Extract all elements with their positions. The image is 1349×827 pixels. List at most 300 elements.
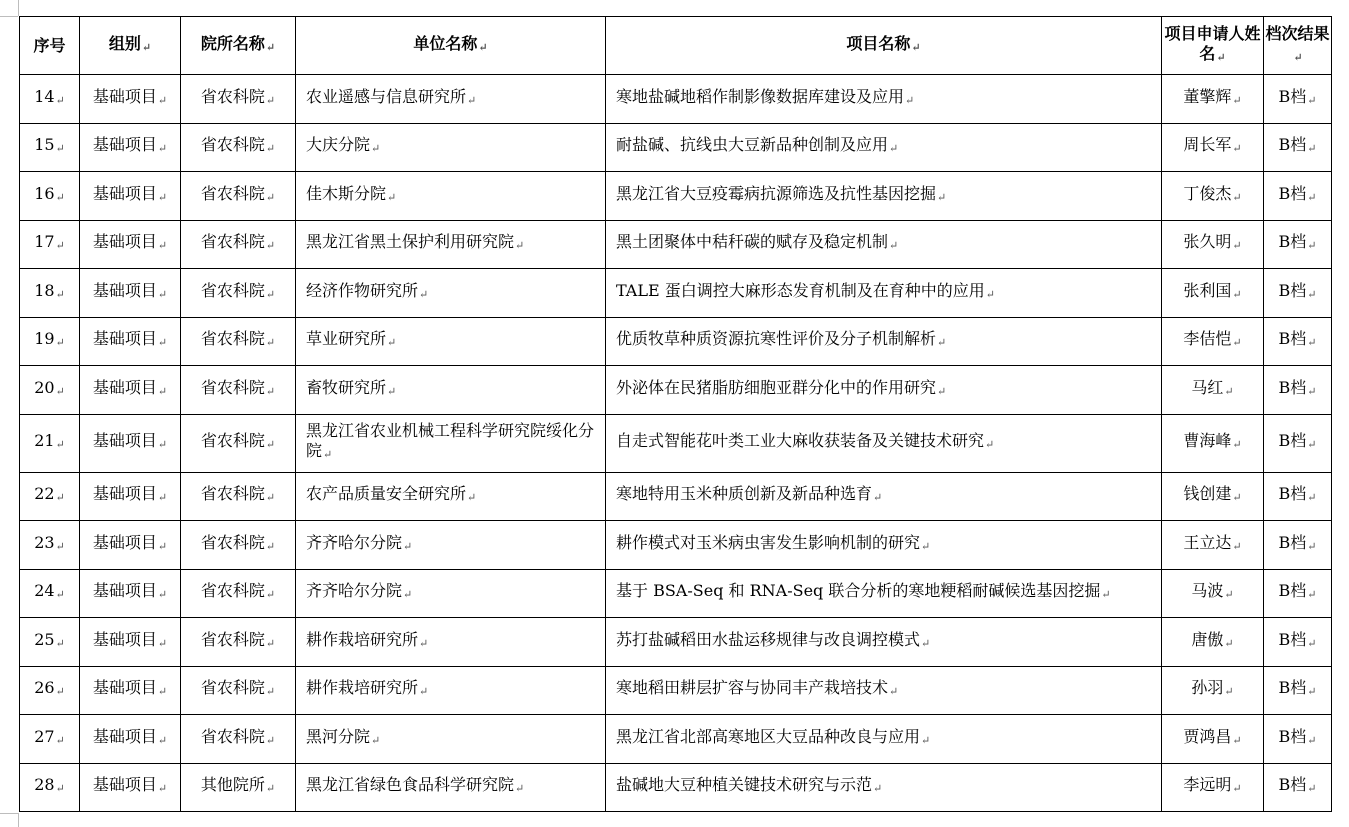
paragraph-mark: ↵ (265, 588, 276, 602)
paragraph-mark: ↵ (157, 142, 168, 156)
paragraph-mark: ↵ (1232, 93, 1242, 107)
cell-institute-text: 省农科院 (200, 377, 265, 397)
paragraph-mark: ↵ (157, 782, 168, 796)
cell-grade (1264, 75, 1332, 124)
cell-applicant (1162, 269, 1264, 318)
cell-grade (1264, 123, 1332, 172)
cell-grade-text: B档 (1278, 581, 1307, 601)
paragraph-mark: ↵ (55, 336, 65, 350)
paragraph-mark: ↵ (387, 336, 397, 350)
cell-project-text: 耐盐碱、抗线虫大豆新品种创制及应用 (616, 135, 889, 155)
cell-project-text: 黑龙江省北部高寒地区大豆品种改良与应用 (616, 726, 921, 746)
cell-grade-text: B档 (1278, 329, 1307, 349)
paragraph-mark: ↵ (157, 384, 168, 398)
cell-seq-text: 23 (34, 532, 55, 552)
cell-institute-text: 省农科院 (200, 629, 265, 649)
cell-seq-text: 27 (34, 726, 55, 746)
cell-unit-text: 耕作栽培研究所 (306, 678, 419, 698)
cell-group (80, 763, 181, 812)
cell-seq-text: 19 (34, 329, 55, 349)
paragraph-mark: ↵ (55, 733, 65, 747)
cell-grade (1264, 569, 1332, 618)
cell-applicant (1162, 618, 1264, 667)
cell-grade-text: B档 (1278, 775, 1307, 795)
cell-institute (181, 414, 296, 472)
cell-group-text: 基础项目 (92, 280, 157, 300)
cell-project (606, 715, 1162, 764)
cell-seq-text: 17 (34, 232, 55, 252)
paragraph-mark: ↵ (55, 384, 65, 398)
table-row (20, 220, 1332, 269)
paragraph-mark: ↵ (1224, 588, 1234, 602)
paragraph-mark: ↵ (265, 636, 276, 650)
cell-project (606, 521, 1162, 570)
paragraph-mark: ↵ (889, 239, 899, 253)
cell-institute (181, 366, 296, 415)
cell-grade-text: B档 (1278, 86, 1307, 106)
table-row (20, 317, 1332, 366)
cell-institute (181, 763, 296, 812)
cell-unit-text: 农产品质量安全研究所 (306, 484, 467, 504)
cell-unit (296, 715, 606, 764)
cell-grade (1264, 715, 1332, 764)
cell-group-text: 基础项目 (92, 232, 157, 252)
cell-group-text: 基础项目 (92, 629, 157, 649)
cell-unit-text: 齐齐哈尔分院 (306, 581, 403, 601)
cell-grade (1264, 220, 1332, 269)
cell-project-text: 苏打盐碱稻田水盐运移规律与改良调控模式 (616, 629, 921, 649)
paragraph-mark: ↵ (403, 539, 413, 553)
cell-institute (181, 220, 296, 269)
cell-applicant-text: 曹海峰 (1183, 431, 1232, 450)
paragraph-mark: ↵ (265, 685, 276, 699)
paragraph-mark: ↵ (419, 636, 429, 650)
cell-project (606, 75, 1162, 124)
cell-seq-text: 16 (34, 183, 55, 203)
cell-seq (20, 317, 80, 366)
cell-project (606, 569, 1162, 618)
cell-grade-text: B档 (1278, 135, 1307, 155)
table-header-row (20, 17, 1332, 75)
paragraph-mark: ↵ (1307, 239, 1317, 253)
cell-project-text: 盐碱地大豆种植关键技术研究与示范 (616, 775, 873, 795)
cell-institute-text: 省农科院 (200, 431, 265, 450)
cell-seq-text: 18 (34, 280, 55, 300)
cell-unit-text: 草业研究所 (306, 329, 387, 349)
paragraph-mark: ↵ (1232, 539, 1242, 553)
cell-seq (20, 521, 80, 570)
cell-applicant-text: 马红 (1191, 377, 1224, 397)
paragraph-mark: ↵ (371, 733, 381, 747)
paragraph-mark: ↵ (55, 239, 65, 253)
cell-institute-text: 省农科院 (200, 86, 265, 106)
cell-applicant-text: 王立达 (1183, 532, 1232, 552)
cell-project-text: 耕作模式对玉米病虫害发生影响机制的研究 (616, 532, 921, 552)
cell-project-text: 自走式智能花叶类工业大麻收获装备及关键技术研究 (616, 431, 985, 450)
paragraph-mark: ↵ (387, 384, 397, 398)
paragraph-mark: ↵ (515, 239, 525, 253)
cell-institute (181, 172, 296, 221)
cell-seq (20, 715, 80, 764)
paragraph-mark: ↵ (1307, 539, 1317, 553)
cell-unit-text: 齐齐哈尔分院 (306, 532, 403, 552)
paragraph-mark: ↵ (985, 287, 995, 301)
cell-applicant-text: 孙羽 (1191, 678, 1224, 698)
cell-applicant-text: 李远明 (1183, 775, 1232, 795)
cell-seq (20, 414, 80, 472)
paragraph-mark: ↵ (265, 287, 276, 301)
paragraph-mark: ↵ (55, 438, 65, 451)
cell-seq (20, 75, 80, 124)
cell-seq (20, 666, 80, 715)
table-row (20, 366, 1332, 415)
cell-institute-text: 省农科院 (200, 183, 265, 203)
cell-applicant (1162, 521, 1264, 570)
cell-group (80, 123, 181, 172)
cell-project-text: 寒地特用玉米种质创新及新品种选育 (616, 484, 873, 504)
cell-unit (296, 269, 606, 318)
table-row (20, 75, 1332, 124)
cell-group (80, 269, 181, 318)
paragraph-mark: ↵ (55, 539, 65, 553)
paragraph-mark: ↵ (985, 438, 995, 451)
paragraph-mark: ↵ (387, 190, 397, 204)
cell-applicant (1162, 763, 1264, 812)
paragraph-mark: ↵ (55, 190, 65, 204)
cell-grade (1264, 366, 1332, 415)
cell-applicant-text: 贾鸿昌 (1183, 726, 1232, 746)
cell-unit-text: 黑河分院 (306, 726, 371, 746)
paragraph-mark: ↵ (1232, 491, 1242, 505)
paragraph-mark: ↵ (265, 336, 276, 350)
cell-grade (1264, 618, 1332, 667)
results-table (19, 16, 1332, 812)
paragraph-mark: ↵ (265, 239, 276, 253)
cell-institute (181, 317, 296, 366)
paragraph-mark: ↵ (1232, 190, 1242, 204)
cell-group (80, 521, 181, 570)
paragraph-mark: ↵ (157, 287, 168, 301)
cell-group-text: 基础项目 (92, 775, 157, 795)
cell-institute (181, 569, 296, 618)
cell-seq (20, 269, 80, 318)
cell-project-text: 外泌体在民猪脂肪细胞亚群分化中的作用研究 (616, 377, 937, 397)
paragraph-mark: ↵ (419, 287, 429, 301)
cell-project-text: 优质牧草种质资源抗寒性评价及分子机制解析 (616, 329, 937, 349)
paragraph-mark: ↵ (937, 384, 947, 398)
cell-unit-text: 大庆分院 (306, 135, 371, 155)
paragraph-mark: ↵ (265, 93, 276, 107)
cell-project (606, 220, 1162, 269)
cell-institute-text: 省农科院 (200, 726, 265, 746)
cell-grade-text: B档 (1278, 377, 1307, 397)
cell-seq-text: 15 (34, 135, 55, 155)
table-row (20, 715, 1332, 764)
cell-project (606, 763, 1162, 812)
table-row (20, 666, 1332, 715)
paragraph-mark: ↵ (1224, 685, 1234, 699)
page-corner-mark (18, 0, 19, 16)
cell-group (80, 472, 181, 521)
paragraph-mark: ↵ (1307, 491, 1317, 505)
cell-grade (1264, 172, 1332, 221)
table-row (20, 521, 1332, 570)
paragraph-mark: ↵ (1307, 588, 1317, 602)
cell-group-text: 基础项目 (92, 484, 157, 504)
cell-unit (296, 618, 606, 667)
cell-institute-text: 省农科院 (200, 484, 265, 504)
paragraph-mark: ↵ (55, 142, 65, 156)
cell-group (80, 666, 181, 715)
cell-applicant (1162, 666, 1264, 715)
cell-group-text: 基础项目 (92, 86, 157, 106)
cell-seq-text: 14 (34, 86, 55, 106)
cell-seq (20, 569, 80, 618)
cell-seq-text: 26 (34, 678, 55, 698)
cell-unit (296, 220, 606, 269)
cell-seq-text: 24 (34, 581, 55, 601)
cell-seq (20, 123, 80, 172)
cell-applicant-text: 周长军 (1183, 135, 1232, 155)
paragraph-mark: ↵ (1232, 142, 1242, 156)
cell-group (80, 715, 181, 764)
cell-group (80, 172, 181, 221)
cell-unit-text: 黑龙江省农业机械工程科学研究院绥化分院 (306, 421, 595, 460)
header-applicant: 项目申请人姓名↵ (1162, 17, 1264, 75)
cell-institute-text: 省农科院 (200, 135, 265, 155)
paragraph-mark: ↵ (1232, 239, 1242, 253)
paragraph-mark: ↵ (1224, 636, 1234, 650)
cell-project-text: TALE 蛋白调控大麻形态发育机制及在育种中的应用 (616, 280, 985, 300)
cell-institute-text: 省农科院 (200, 280, 265, 300)
paragraph-mark: ↵ (889, 142, 899, 156)
cell-project (606, 269, 1162, 318)
paragraph-mark: ↵ (157, 93, 168, 107)
cell-grade-text: B档 (1278, 280, 1307, 300)
page-corner-mark (0, 16, 18, 17)
cell-group (80, 414, 181, 472)
cell-group-text: 基础项目 (92, 431, 157, 450)
cell-grade-text: B档 (1278, 532, 1307, 552)
cell-unit (296, 414, 606, 472)
paragraph-mark: ↵ (265, 438, 276, 451)
cell-applicant (1162, 715, 1264, 764)
table-row (20, 269, 1332, 318)
paragraph-mark: ↵ (1307, 782, 1317, 796)
cell-grade-text: B档 (1278, 484, 1307, 504)
cell-seq-text: 25 (34, 629, 55, 649)
cell-grade (1264, 666, 1332, 715)
cell-institute-text: 省农科院 (200, 232, 265, 252)
paragraph-mark: ↵ (55, 93, 65, 107)
cell-group-text: 基础项目 (92, 329, 157, 349)
cell-applicant (1162, 123, 1264, 172)
cell-group (80, 75, 181, 124)
cell-unit (296, 763, 606, 812)
cell-seq (20, 366, 80, 415)
cell-project (606, 172, 1162, 221)
paragraph-mark: ↵ (1307, 190, 1317, 204)
cell-unit (296, 472, 606, 521)
cell-unit-text: 农业遥感与信息研究所 (306, 86, 467, 106)
paragraph-mark: ↵ (265, 190, 276, 204)
header-institute: 院所名称↵ (181, 17, 296, 75)
page-corner-mark (18, 813, 19, 827)
cell-grade-text: B档 (1278, 183, 1307, 203)
paragraph-mark: ↵ (873, 782, 883, 796)
cell-institute-text: 省农科院 (200, 678, 265, 698)
cell-institute-text: 省农科院 (200, 532, 265, 552)
paragraph-mark: ↵ (265, 491, 276, 505)
paragraph-mark: ↵ (1232, 782, 1242, 796)
paragraph-mark: ↵ (1307, 142, 1317, 156)
paragraph-mark: ↵ (1307, 287, 1317, 301)
cell-institute (181, 618, 296, 667)
cell-group-text: 基础项目 (92, 135, 157, 155)
cell-project (606, 666, 1162, 715)
paragraph-mark: ↵ (55, 287, 65, 301)
cell-applicant (1162, 472, 1264, 521)
paragraph-mark: ↵ (265, 782, 276, 796)
cell-unit-text: 佳木斯分院 (306, 183, 387, 203)
cell-applicant-text: 钱创建 (1183, 484, 1232, 504)
cell-project (606, 618, 1162, 667)
cell-project-text: 寒地盐碱地稻作制影像数据库建设及应用 (616, 86, 905, 106)
cell-group-text: 基础项目 (92, 532, 157, 552)
cell-grade-text: B档 (1278, 629, 1307, 649)
cell-applicant (1162, 172, 1264, 221)
cell-project-text: 黑龙江省大豆疫霉病抗源筛选及抗性基因挖掘 (616, 183, 937, 203)
table-row (20, 618, 1332, 667)
paragraph-mark: ↵ (371, 142, 381, 156)
paragraph-mark: ↵ (403, 588, 413, 602)
cell-applicant-text: 张久明 (1183, 232, 1232, 252)
paragraph-mark: ↵ (157, 588, 168, 602)
cell-unit-text: 黑龙江省绿色食品科学研究院 (306, 775, 515, 795)
cell-applicant (1162, 220, 1264, 269)
header-seq: 序号 (20, 17, 80, 75)
cell-grade (1264, 763, 1332, 812)
cell-applicant (1162, 75, 1264, 124)
paragraph-mark: ↵ (1101, 588, 1111, 602)
cell-applicant (1162, 414, 1264, 472)
paragraph-mark: ↵ (921, 733, 931, 747)
cell-seq (20, 618, 80, 667)
header-grade: 档次结果↵ (1264, 17, 1332, 75)
paragraph-mark: ↵ (157, 539, 168, 553)
table-row (20, 763, 1332, 812)
cell-institute (181, 521, 296, 570)
cell-project-text: 黑土团聚体中秸秆碳的赋存及稳定机制 (616, 232, 889, 252)
paragraph-mark: ↵ (265, 384, 276, 398)
cell-applicant (1162, 569, 1264, 618)
cell-seq (20, 220, 80, 269)
cell-unit-text: 经济作物研究所 (306, 280, 419, 300)
paragraph-mark: ↵ (467, 491, 477, 505)
paragraph-mark: ↵ (55, 782, 65, 796)
paragraph-mark: ↵ (889, 685, 899, 699)
cell-grade-text: B档 (1278, 678, 1307, 698)
paragraph-mark: ↵ (55, 685, 65, 699)
paragraph-mark: ↵ (873, 491, 883, 505)
paragraph-mark: ↵ (921, 539, 931, 553)
paragraph-mark: ↵ (265, 539, 276, 553)
cell-applicant (1162, 317, 1264, 366)
cell-unit-text: 耕作栽培研究所 (306, 629, 419, 649)
cell-applicant (1162, 366, 1264, 415)
paragraph-mark: ↵ (157, 491, 168, 505)
paragraph-mark: ↵ (55, 588, 65, 602)
cell-unit (296, 569, 606, 618)
cell-institute (181, 472, 296, 521)
paragraph-mark: ↵ (1307, 384, 1317, 398)
paragraph-mark: ↵ (157, 239, 168, 253)
table-row (20, 569, 1332, 618)
cell-seq-text: 20 (34, 377, 55, 397)
cell-group (80, 317, 181, 366)
cell-grade (1264, 521, 1332, 570)
cell-institute (181, 269, 296, 318)
cell-project (606, 472, 1162, 521)
cell-group-text: 基础项目 (92, 183, 157, 203)
cell-grade-text: B档 (1278, 232, 1307, 252)
cell-institute (181, 123, 296, 172)
cell-project (606, 317, 1162, 366)
paragraph-mark: ↵ (515, 782, 525, 796)
paragraph-mark: ↵ (467, 93, 477, 107)
cell-unit (296, 75, 606, 124)
cell-project (606, 366, 1162, 415)
cell-institute (181, 75, 296, 124)
paragraph-mark: ↵ (905, 93, 915, 107)
cell-institute-text: 省农科院 (200, 581, 265, 601)
cell-grade-text: B档 (1278, 726, 1307, 746)
cell-institute-text: 省农科院 (200, 329, 265, 349)
header-group: 组别↵ (80, 17, 181, 75)
table-body (20, 75, 1332, 812)
paragraph-mark: ↵ (1307, 636, 1317, 650)
paragraph-mark: ↵ (1232, 336, 1242, 350)
paragraph-mark: ↵ (1224, 384, 1234, 398)
cell-seq (20, 172, 80, 221)
cell-unit (296, 172, 606, 221)
cell-grade (1264, 414, 1332, 472)
paragraph-mark: ↵ (1232, 733, 1242, 747)
paragraph-mark: ↵ (265, 733, 276, 747)
cell-institute-text: 其他院所 (200, 775, 265, 795)
table-row (20, 414, 1332, 472)
cell-project (606, 123, 1162, 172)
cell-unit (296, 366, 606, 415)
cell-group (80, 618, 181, 667)
cell-applicant-text: 张利国 (1183, 280, 1232, 300)
paragraph-mark: ↵ (157, 190, 168, 204)
cell-seq (20, 763, 80, 812)
paragraph-mark: ↵ (419, 685, 429, 699)
paragraph-mark: ↵ (1307, 438, 1317, 451)
cell-grade (1264, 317, 1332, 366)
cell-institute (181, 666, 296, 715)
cell-applicant-text: 唐傲 (1191, 629, 1224, 649)
cell-applicant-text: 马波 (1191, 581, 1224, 601)
paragraph-mark: ↵ (157, 636, 168, 650)
table-row (20, 172, 1332, 221)
cell-group-text: 基础项目 (92, 581, 157, 601)
cell-unit (296, 666, 606, 715)
paragraph-mark: ↵ (157, 438, 168, 451)
paragraph-mark: ↵ (1307, 93, 1317, 107)
paragraph-mark: ↵ (157, 733, 168, 747)
